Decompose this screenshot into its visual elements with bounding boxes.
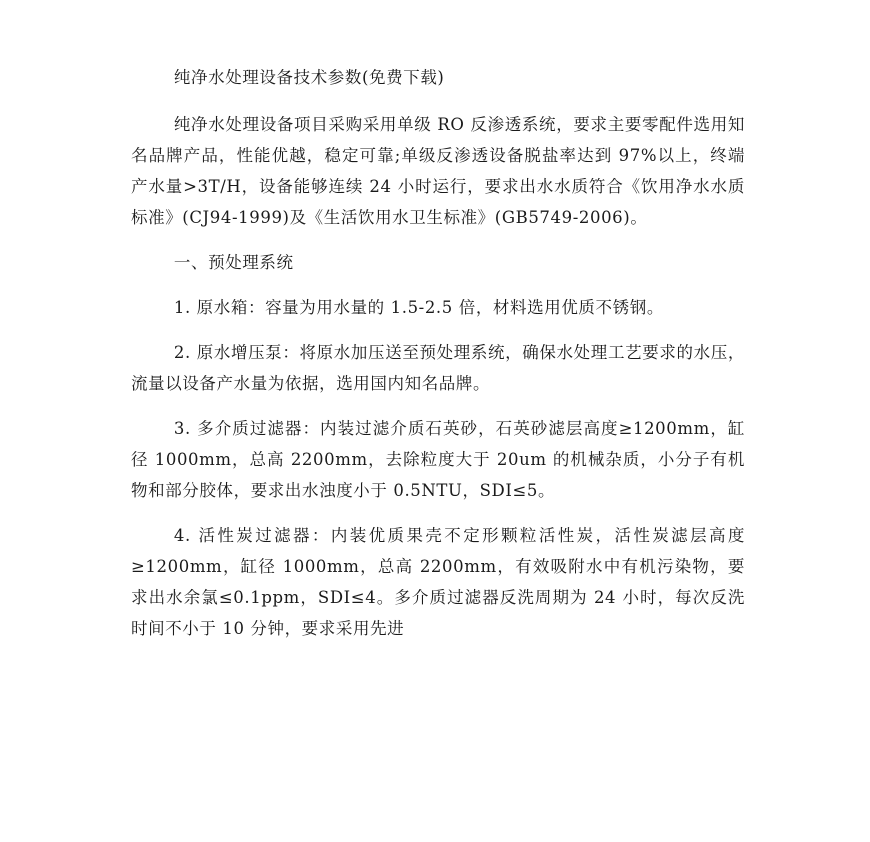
item-carbon-filter: 4. 活性炭过滤器：内装优质果壳不定形颗粒活性炭，活性炭滤层高度≥1200mm，缸径 1000mm，总高 2200mm，有效吸附水中有机污染物，要求出水余氯≤0.1ppm，SDI≤4。多介质过滤器反洗周期为 24 小时，每次反洗时间不小于 10 分钟，要求采用先进 [131,526,745,638]
item-multimedia-filter: 3. 多介质过滤器：内装过滤介质石英砂，石英砂滤层高度≥1200mm，缸径 1000mm，总高 2200mm，去除粒度大于 20um 的机械杂质，小分子有机物和部分胶体，要求出水浊度小于 0.5NTU，SDI≤5。 [131,419,745,500]
item-raw-water-tank: 1. 原水箱：容量为用水量的 1.5-2.5 倍，材料选用优质不锈钢。 [173,298,664,317]
section-heading-pretreatment: 一、预处理系统 [173,253,294,272]
document-title: 纯净水处理设备技术参数(免费下载) [173,68,445,87]
intro-paragraph: 纯净水处理设备项目采购采用单级 RO 反渗透系统，要求主要零配件选用知名品牌产品，性能优越，稳定可靠;单级反渗透设备脱盐率达到 97%以上，终端产水量>3T/H，设备能够连续 24 小时运行，要求出水水质符合《饮用净水水质标准》(CJ94-1999)及《生活饮用水卫生标准》(GB5749-2006)。 [131,115,745,227]
document-body [131,62,745,658]
item-booster-pump: 2. 原水增压泵：将原水加压送至预处理系统，确保水处理工艺要求的水压，流量以设备产水量为依据，选用国内知名品牌。 [131,343,745,393]
